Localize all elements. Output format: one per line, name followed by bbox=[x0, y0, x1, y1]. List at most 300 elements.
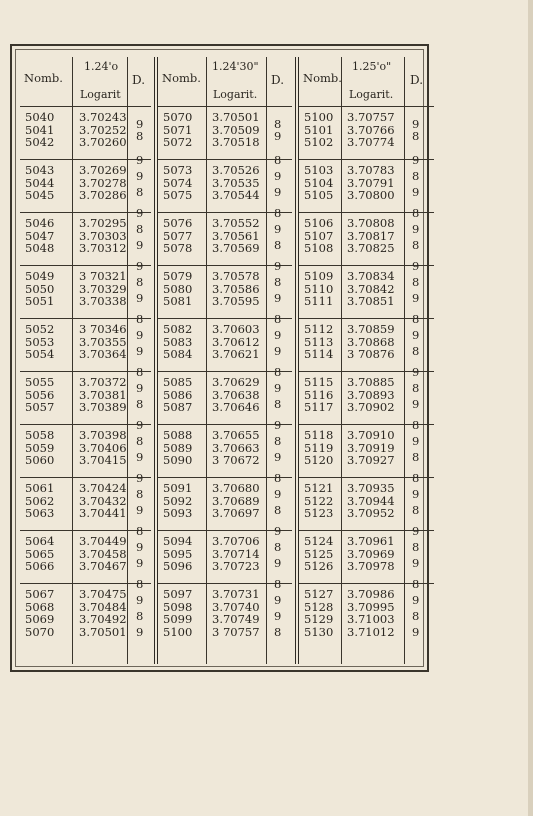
difference-cell: 9 bbox=[274, 344, 282, 358]
table-row bbox=[20, 560, 151, 573]
logarithm-cell: 3.70749 bbox=[212, 612, 260, 627]
logarithm-cell: 3 70672 bbox=[212, 453, 260, 468]
difference-cell: 8 bbox=[274, 397, 282, 411]
logarithm-cell: 3.70578 bbox=[212, 269, 260, 283]
table-row-group bbox=[299, 365, 434, 425]
table-row-group bbox=[158, 206, 292, 266]
logarithm-cell: 3.70663 bbox=[212, 440, 260, 455]
difference-cell: 8 bbox=[274, 365, 282, 379]
difference-cell: 9 bbox=[136, 153, 144, 167]
logarithm-cell: 3.70944 bbox=[347, 493, 395, 508]
logarithm-cell: 3.70295 bbox=[79, 216, 127, 230]
logarithm-cell: 3.70834 bbox=[347, 269, 395, 283]
difference-cell: 9 bbox=[274, 381, 282, 395]
number-cell: 5099 bbox=[163, 612, 193, 627]
difference-cell: 8 bbox=[136, 185, 144, 199]
number-cell: 5041 bbox=[25, 122, 55, 137]
logarithm-cell: 3 70876 bbox=[347, 347, 395, 362]
number-cell: 5076 bbox=[163, 216, 193, 230]
logarithm-cell: 3.71012 bbox=[347, 624, 395, 639]
number-cell: 5112 bbox=[304, 322, 334, 336]
logarithm-cell: 3.70467 bbox=[79, 559, 127, 574]
table-row-group bbox=[20, 312, 151, 372]
logarithm-cell: 3.70526 bbox=[212, 163, 260, 177]
logarithm-cell: 3.70569 bbox=[212, 241, 260, 256]
number-cell: 5040 bbox=[25, 110, 55, 124]
difference-cell: 8 bbox=[412, 129, 420, 143]
table-row bbox=[158, 348, 292, 361]
logarithm-cell: 3.70723 bbox=[212, 559, 260, 574]
difference-cell: 8 bbox=[412, 238, 420, 252]
header-nomb: Nomb. bbox=[162, 71, 201, 85]
logarithm-cell: 3.70680 bbox=[212, 481, 260, 495]
logarithm-cell: 3.70329 bbox=[79, 281, 127, 296]
difference-cell: 8 bbox=[412, 275, 420, 289]
logarithm-cell: 3.70646 bbox=[212, 400, 260, 415]
number-cell: 5086 bbox=[163, 387, 193, 402]
table-row bbox=[20, 242, 151, 255]
number-cell: 5069 bbox=[25, 612, 55, 627]
logarithm-cell: 3.70406 bbox=[79, 440, 127, 455]
logarithm-cell: 3.70638 bbox=[212, 387, 260, 402]
logarithm-cell: 3.70484 bbox=[79, 599, 127, 614]
difference-cell: 9 bbox=[412, 291, 420, 305]
table-row-group bbox=[20, 577, 151, 646]
table-row-group bbox=[158, 312, 292, 372]
number-cell: 5104 bbox=[304, 175, 334, 190]
number-cell: 5044 bbox=[25, 175, 55, 190]
number-cell: 5098 bbox=[163, 599, 193, 614]
difference-cell: 9 bbox=[274, 328, 282, 342]
logarithm-cell: 3.70398 bbox=[79, 428, 127, 442]
difference-cell: 8 bbox=[412, 206, 420, 220]
difference-cell: 8 bbox=[274, 238, 282, 252]
difference-cell: 8 bbox=[136, 524, 144, 538]
number-cell: 5063 bbox=[25, 506, 55, 521]
number-cell: 5090 bbox=[163, 453, 193, 468]
logarithm-cell: 3.70509 bbox=[212, 122, 260, 137]
logarithm-cell: 3.70586 bbox=[212, 281, 260, 296]
difference-cell: 8 bbox=[274, 434, 282, 448]
number-cell: 5113 bbox=[304, 334, 334, 349]
number-cell: 5045 bbox=[25, 188, 55, 203]
number-cell: 5084 bbox=[163, 347, 193, 362]
number-cell: 5047 bbox=[25, 228, 55, 243]
number-cell: 5082 bbox=[163, 322, 193, 336]
difference-cell: 8 bbox=[136, 397, 144, 411]
table-block-3 bbox=[299, 57, 434, 664]
difference-cell: 9 bbox=[412, 593, 420, 607]
difference-cell: 8 bbox=[412, 503, 420, 517]
number-cell: 5060 bbox=[25, 453, 55, 468]
header-d: D. bbox=[271, 73, 285, 87]
logarithm-cell: 3.70621 bbox=[212, 347, 260, 362]
difference-cell: 8 bbox=[412, 540, 420, 554]
difference-cell: 8 bbox=[412, 312, 420, 326]
difference-cell: 8 bbox=[274, 471, 282, 485]
difference-cell: 9 bbox=[412, 365, 420, 379]
difference-cell: 8 bbox=[412, 381, 420, 395]
logarithm-cell: 3 70321 bbox=[79, 269, 127, 283]
table-row-group bbox=[20, 365, 151, 425]
number-cell: 5117 bbox=[304, 400, 334, 415]
number-cell: 5093 bbox=[163, 506, 193, 521]
number-cell: 5116 bbox=[304, 387, 334, 402]
logarithm-cell: 3.70372 bbox=[79, 375, 127, 389]
number-cell: 5124 bbox=[304, 534, 334, 548]
table-row bbox=[20, 189, 151, 202]
number-cell: 5123 bbox=[304, 506, 334, 521]
table-row-group bbox=[158, 471, 292, 531]
number-cell: 5073 bbox=[163, 163, 193, 177]
table-row bbox=[20, 136, 151, 149]
number-cell: 5122 bbox=[304, 493, 334, 508]
number-cell: 5053 bbox=[25, 334, 55, 349]
number-cell: 5128 bbox=[304, 599, 334, 614]
table-row bbox=[158, 454, 292, 467]
logarithm-cell: 3.70961 bbox=[347, 534, 395, 548]
logarithm-cell: 3.70312 bbox=[79, 241, 127, 256]
header-d: D. bbox=[410, 73, 424, 87]
difference-cell: 9 bbox=[136, 328, 144, 342]
table-row-group bbox=[299, 471, 434, 531]
number-cell: 5118 bbox=[304, 428, 334, 442]
difference-cell: 8 bbox=[274, 503, 282, 517]
number-cell: 5071 bbox=[163, 122, 193, 137]
logarithm-cell: 3.70740 bbox=[212, 599, 260, 614]
header-nomb: Nomb. bbox=[303, 71, 342, 85]
table-row-group bbox=[299, 524, 434, 584]
number-cell: 5119 bbox=[304, 440, 334, 455]
logarithm-cell: 3.70629 bbox=[212, 375, 260, 389]
difference-cell: 9 bbox=[274, 593, 282, 607]
number-cell: 5102 bbox=[304, 135, 334, 150]
logarithm-cell: 3 70757 bbox=[212, 624, 260, 639]
table-row bbox=[158, 295, 292, 308]
table-row bbox=[20, 626, 151, 639]
number-cell: 5108 bbox=[304, 241, 334, 256]
difference-cell: 9 bbox=[136, 418, 144, 432]
number-cell: 5121 bbox=[304, 481, 334, 495]
number-cell: 5081 bbox=[163, 294, 193, 309]
number-cell: 5083 bbox=[163, 334, 193, 349]
difference-cell: 9 bbox=[412, 153, 420, 167]
logarithm-cell: 3.70910 bbox=[347, 428, 395, 442]
number-cell: 5088 bbox=[163, 428, 193, 442]
logarithm-cell: 3.70893 bbox=[347, 387, 395, 402]
number-cell: 5097 bbox=[163, 587, 193, 601]
header-logarit: Logarit. bbox=[349, 88, 394, 101]
table-row bbox=[158, 189, 292, 202]
table-row-group bbox=[299, 106, 434, 160]
difference-cell: 8 bbox=[412, 450, 420, 464]
difference-cell: 8 bbox=[412, 471, 420, 485]
number-cell: 5075 bbox=[163, 188, 193, 203]
difference-cell: 8 bbox=[136, 275, 144, 289]
logarithm-cell: 3.70252 bbox=[79, 122, 127, 137]
table-row bbox=[20, 348, 151, 361]
logarithm-cell: 3.70475 bbox=[79, 587, 127, 601]
number-cell: 5058 bbox=[25, 428, 55, 442]
table-row-group bbox=[158, 153, 292, 213]
number-cell: 5105 bbox=[304, 188, 334, 203]
logarithm-cell: 3.70269 bbox=[79, 163, 127, 177]
number-cell: 5050 bbox=[25, 281, 55, 296]
number-cell: 5052 bbox=[25, 322, 55, 336]
number-cell: 5080 bbox=[163, 281, 193, 296]
difference-cell: 9 bbox=[136, 593, 144, 607]
table-row-group bbox=[20, 153, 151, 213]
number-cell: 5101 bbox=[304, 122, 334, 137]
logarithm-cell: 3.70808 bbox=[347, 216, 395, 230]
number-cell: 5095 bbox=[163, 546, 193, 561]
table-row-group bbox=[299, 206, 434, 266]
logarithm-cell: 3.70424 bbox=[79, 481, 127, 495]
table-header bbox=[20, 57, 151, 107]
table-row bbox=[158, 560, 292, 573]
logarithm-cell: 3.70561 bbox=[212, 228, 260, 243]
difference-cell: 9 bbox=[136, 450, 144, 464]
table-row bbox=[158, 626, 292, 639]
number-cell: 5079 bbox=[163, 269, 193, 283]
table-row-group bbox=[299, 312, 434, 372]
logarithm-cell: 3.70544 bbox=[212, 188, 260, 203]
difference-cell: 9 bbox=[136, 238, 144, 252]
table-row-group bbox=[20, 106, 151, 160]
difference-cell: 9 bbox=[136, 344, 144, 358]
table-row-group bbox=[299, 577, 434, 646]
number-cell: 5094 bbox=[163, 534, 193, 548]
table-row-group bbox=[299, 153, 434, 213]
number-cell: 5070 bbox=[163, 110, 193, 124]
logarithm-cell: 3.70501 bbox=[212, 110, 260, 124]
block-divider bbox=[154, 57, 155, 664]
difference-cell: 9 bbox=[412, 487, 420, 501]
table-row-group bbox=[158, 524, 292, 584]
table-header bbox=[158, 57, 292, 107]
logarithm-cell: 3.70260 bbox=[79, 135, 127, 150]
difference-cell: 9 bbox=[136, 291, 144, 305]
difference-cell: 8 bbox=[412, 344, 420, 358]
number-cell: 5077 bbox=[163, 228, 193, 243]
difference-cell: 9 bbox=[136, 206, 144, 220]
difference-cell: 9 bbox=[136, 471, 144, 485]
number-cell: 5056 bbox=[25, 387, 55, 402]
table-row-group bbox=[20, 259, 151, 319]
number-cell: 5110 bbox=[304, 281, 334, 296]
difference-cell: 8 bbox=[274, 206, 282, 220]
logarithm-cell: 3.70415 bbox=[79, 453, 127, 468]
logarithm-cell: 3.70286 bbox=[79, 188, 127, 203]
number-cell: 5115 bbox=[304, 375, 334, 389]
logarithm-table bbox=[10, 44, 429, 672]
number-cell: 5078 bbox=[163, 241, 193, 256]
number-cell: 5068 bbox=[25, 599, 55, 614]
difference-cell: 9 bbox=[136, 556, 144, 570]
difference-cell: 8 bbox=[136, 487, 144, 501]
difference-cell: 9 bbox=[274, 556, 282, 570]
number-cell: 5126 bbox=[304, 559, 334, 574]
number-cell: 5129 bbox=[304, 612, 334, 627]
logarithm-cell: 3.70714 bbox=[212, 546, 260, 561]
logarithm-cell: 3.70535 bbox=[212, 175, 260, 190]
header-nomb: Nomb. bbox=[24, 71, 63, 85]
difference-cell: 8 bbox=[136, 434, 144, 448]
logarithm-cell: 3.70731 bbox=[212, 587, 260, 601]
difference-cell: 9 bbox=[136, 169, 144, 183]
logarithm-cell: 3.70552 bbox=[212, 216, 260, 230]
logarithm-cell: 3.70501 bbox=[79, 624, 127, 639]
logarithm-cell: 3.70355 bbox=[79, 334, 127, 349]
difference-cell: 8 bbox=[274, 625, 282, 639]
logarithm-cell: 3.70432 bbox=[79, 493, 127, 508]
number-cell: 5048 bbox=[25, 241, 55, 256]
number-cell: 5051 bbox=[25, 294, 55, 309]
logarithm-cell: 3.70817 bbox=[347, 228, 395, 243]
logarithm-cell: 3.70885 bbox=[347, 375, 395, 389]
number-cell: 5089 bbox=[163, 440, 193, 455]
difference-cell: 9 bbox=[274, 185, 282, 199]
logarithm-cell: 3.70697 bbox=[212, 506, 260, 521]
logarithm-cell: 3.70766 bbox=[347, 122, 395, 137]
logarithm-cell: 3.70859 bbox=[347, 322, 395, 336]
number-cell: 5057 bbox=[25, 400, 55, 415]
logarithm-cell: 3.70689 bbox=[212, 493, 260, 508]
logarithm-cell: 3.70706 bbox=[212, 534, 260, 548]
number-cell: 5066 bbox=[25, 559, 55, 574]
logarithm-cell: 3.70919 bbox=[347, 440, 395, 455]
difference-cell: 8 bbox=[274, 117, 282, 131]
number-cell: 5087 bbox=[163, 400, 193, 415]
logarithm-cell: 3.70927 bbox=[347, 453, 395, 468]
logarithm-cell: 3.70800 bbox=[347, 188, 395, 203]
difference-cell: 8 bbox=[274, 153, 282, 167]
difference-cell: 9 bbox=[274, 259, 282, 273]
difference-cell: 8 bbox=[274, 577, 282, 591]
table-row-group bbox=[20, 418, 151, 478]
logarithm-cell: 3.70774 bbox=[347, 135, 395, 150]
number-cell: 5085 bbox=[163, 375, 193, 389]
table-row-group bbox=[20, 524, 151, 584]
logarithm-cell: 3.70868 bbox=[347, 334, 395, 349]
difference-cell: 8 bbox=[136, 609, 144, 623]
table-row-group bbox=[299, 418, 434, 478]
logarithm-cell: 3.70655 bbox=[212, 428, 260, 442]
table-row-group bbox=[20, 471, 151, 531]
difference-cell: 8 bbox=[274, 275, 282, 289]
difference-cell: 8 bbox=[412, 577, 420, 591]
number-cell: 5074 bbox=[163, 175, 193, 190]
table-row bbox=[158, 136, 292, 149]
logarithm-cell: 3.70902 bbox=[347, 400, 395, 415]
difference-cell: 9 bbox=[274, 129, 282, 143]
table-row-group bbox=[20, 206, 151, 266]
logarithm-cell: 3.70995 bbox=[347, 599, 395, 614]
logarithm-cell: 3.70791 bbox=[347, 175, 395, 190]
difference-cell: 9 bbox=[136, 381, 144, 395]
difference-cell: 9 bbox=[412, 222, 420, 236]
logarithm-cell: 3.71003 bbox=[347, 612, 395, 627]
table-row-group bbox=[158, 259, 292, 319]
table-row-group bbox=[158, 418, 292, 478]
table-block-1 bbox=[20, 57, 151, 664]
difference-cell: 8 bbox=[412, 169, 420, 183]
table-row bbox=[158, 507, 292, 520]
difference-cell: 9 bbox=[412, 434, 420, 448]
table-row bbox=[20, 454, 151, 467]
header-logarit: Logarit bbox=[80, 88, 121, 101]
number-cell: 5054 bbox=[25, 347, 55, 362]
logarithm-cell: 3.70757 bbox=[347, 110, 395, 124]
logarithm-cell: 3.70518 bbox=[212, 135, 260, 150]
logarithm-cell: 3.70303 bbox=[79, 228, 127, 243]
number-cell: 5125 bbox=[304, 546, 334, 561]
number-cell: 5072 bbox=[163, 135, 193, 150]
number-cell: 5100 bbox=[304, 110, 334, 124]
logarithm-cell: 3.70389 bbox=[79, 400, 127, 415]
difference-cell: 9 bbox=[136, 503, 144, 517]
logarithm-cell: 3.70243 bbox=[79, 110, 127, 124]
number-cell: 5111 bbox=[304, 294, 334, 309]
difference-cell: 9 bbox=[412, 259, 420, 273]
difference-cell: 9 bbox=[274, 609, 282, 623]
difference-cell: 9 bbox=[412, 524, 420, 538]
difference-cell: 9 bbox=[412, 328, 420, 342]
logarithm-cell: 3.70612 bbox=[212, 334, 260, 349]
number-cell: 5059 bbox=[25, 440, 55, 455]
difference-cell: 8 bbox=[136, 222, 144, 236]
table-block-2 bbox=[158, 57, 292, 664]
logarithm-cell: 3.70278 bbox=[79, 175, 127, 190]
difference-cell: 9 bbox=[274, 450, 282, 464]
number-cell: 5103 bbox=[304, 163, 334, 177]
logarithm-cell: 3.70842 bbox=[347, 281, 395, 296]
number-cell: 5096 bbox=[163, 559, 193, 574]
logarithm-cell: 3.70935 bbox=[347, 481, 395, 495]
difference-cell: 9 bbox=[274, 169, 282, 183]
logarithm-cell: 3.70952 bbox=[347, 506, 395, 521]
number-cell: 5042 bbox=[25, 135, 55, 150]
number-cell: 5070 bbox=[25, 624, 55, 639]
number-cell: 5109 bbox=[304, 269, 334, 283]
logarithm-cell: 3.70338 bbox=[79, 294, 127, 309]
header-logarit: Logarit. bbox=[213, 88, 258, 101]
number-cell: 5061 bbox=[25, 481, 55, 495]
logarithm-cell: 3.70364 bbox=[79, 347, 127, 362]
table-row bbox=[20, 295, 151, 308]
table-row-group bbox=[158, 106, 292, 160]
number-cell: 5127 bbox=[304, 587, 334, 601]
logarithm-cell: 3 70346 bbox=[79, 322, 127, 336]
table-row bbox=[158, 401, 292, 414]
number-cell: 5106 bbox=[304, 216, 334, 230]
difference-cell: 8 bbox=[274, 312, 282, 326]
difference-cell: 9 bbox=[412, 185, 420, 199]
difference-cell: 8 bbox=[136, 365, 144, 379]
difference-cell: 8 bbox=[136, 129, 144, 143]
logarithm-cell: 3.70986 bbox=[347, 587, 395, 601]
number-cell: 5064 bbox=[25, 534, 55, 548]
logarithm-cell: 3.70783 bbox=[347, 163, 395, 177]
logarithm-cell: 3.70441 bbox=[79, 506, 127, 521]
difference-cell: 9 bbox=[412, 556, 420, 570]
logarithm-cell: 3.70381 bbox=[79, 387, 127, 402]
number-cell: 5091 bbox=[163, 481, 193, 495]
logarithm-cell: 3.70458 bbox=[79, 546, 127, 561]
number-cell: 5067 bbox=[25, 587, 55, 601]
logarithm-cell: 3.70825 bbox=[347, 241, 395, 256]
header-d: D. bbox=[132, 73, 146, 87]
